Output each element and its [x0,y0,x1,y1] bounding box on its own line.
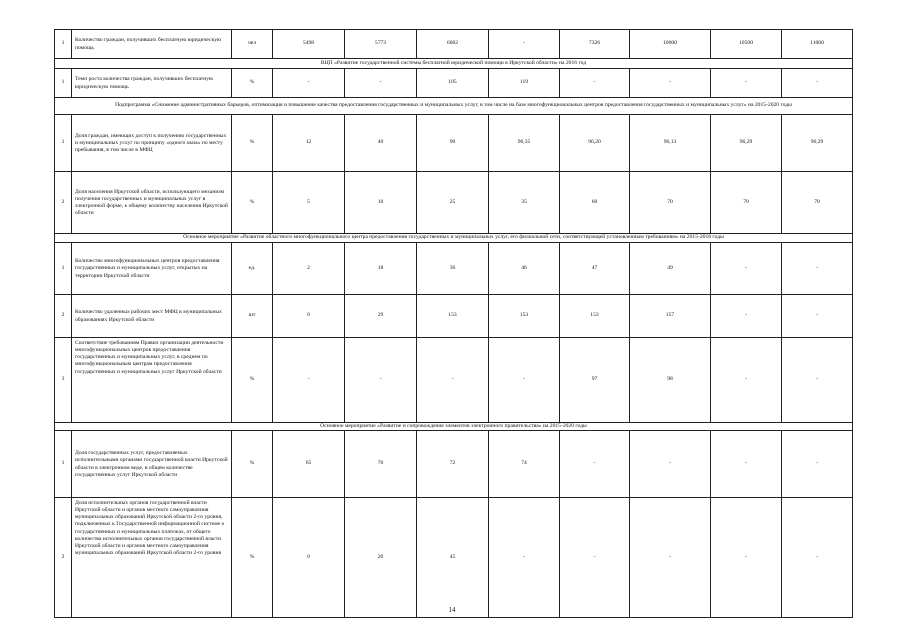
unit-cell: ед. [232,243,273,295]
unit-cell: % [232,115,273,172]
row-number: 1 [55,69,72,98]
indicator-name: Количество граждан, получивших бесплатную юридическую помощь [72,30,232,59]
value-cell: - [782,69,853,98]
value-cell: - [711,69,782,98]
page-number: 14 [448,606,456,614]
value-cell: 60 [560,172,630,234]
value-cell: 153 [489,295,560,338]
value-cell: 74 [489,431,560,498]
value-cell: - [711,431,782,498]
value-cell: 98 [630,338,711,423]
value-cell: 6062 [417,30,489,59]
value-cell: - [560,431,630,498]
value-cell: 18 [345,243,417,295]
value-cell: - [782,295,853,338]
value-cell: - [782,498,853,618]
value-cell: - [345,338,417,423]
value-cell: - [782,431,853,498]
value-cell: 35 [489,172,560,234]
row-number: 1 [55,243,72,295]
value-cell: 0 [273,498,345,618]
value-cell: 70 [711,172,782,234]
value-cell: - [489,338,560,423]
value-cell: 11000 [782,30,853,59]
row-number: 2 [55,295,72,338]
row-number: 1 [55,115,72,172]
indicator-name: Доля государственных услуг, предоставляемых исполнительными органами государственной власти Иркутской области в электронном виде, в общем количестве государственных услуг Иркутской области [72,431,232,498]
value-cell: - [273,338,345,423]
section-header: Подпрограмма «Снижение административных барьеров, оптимизация и повышение качества предоставления государственных и муниципальных услуг, в том числе на базе многофункциональных центров предоставления государственных и муниципальных услуг» на 2015-2020 годы [55,98,853,115]
value-cell: 72 [417,431,489,498]
indicator-name: Количество многофункциональных центров предоставления государственных и муниципальных услуг, открытых на территории Иркутской области [72,243,232,295]
value-cell: - [345,69,417,98]
row-number: 2 [55,172,72,234]
indicator-name: Количество удаленных рабочих мест МФЦ в муниципальных образованиях Иркутской области [72,295,232,338]
unit-cell: шт [232,295,273,338]
indicator-name: Соответствие требованиям Правил организации деятельности многофункциональных центров предоставления государственных и муниципальных услуг, в среднем по многофункциональным центрам предоставления государственных и муниципальных услуг Иркутской области [72,338,232,423]
value-cell: 45 [417,498,489,618]
value-cell: 96,13 [630,115,711,172]
indicator-name: Доля исполнительных органов государственной власти Иркутской области и органов местного самоуправления муниципальных образований Иркутской области 2-го уровня, подключенных к Государственной информационной системе о государственных и муниципальных платежах, от общего количества исполнительных органов государственной власти Иркутской области и органов местного самоуправления муниципальных образований Иркутской области 2-го уровня [72,498,232,618]
value-cell: 20 [345,498,417,618]
row-number: 3 [55,338,72,423]
unit-cell: % [232,498,273,618]
value-cell: 40 [345,115,417,172]
value-cell: 0 [273,295,345,338]
value-cell: 96,35 [489,115,560,172]
value-cell: 70 [345,431,417,498]
row-number: 1 [55,431,72,498]
section-header: ВЦП «Развитие государственной системы бесплатной юридической помощи в Иркутской области» на 2016 год [55,59,853,69]
unit-cell: % [232,338,273,423]
value-cell: 70 [782,172,853,234]
value-cell: - [560,498,630,618]
value-cell: 49 [630,243,711,295]
row-number: 2 [55,498,72,618]
value-cell: 65 [273,431,345,498]
value-cell: 10000 [630,30,711,59]
indicators-table [54,29,853,618]
value-cell: - [782,243,853,295]
value-cell: 36 [417,243,489,295]
value-cell: 153 [560,295,630,338]
value-cell: - [630,498,711,618]
unit-cell: % [232,172,273,234]
value-cell: 47 [560,243,630,295]
value-cell: - [417,338,489,423]
value-cell: - [711,498,782,618]
value-cell: 96,29 [711,115,782,172]
value-cell: 46 [489,243,560,295]
value-cell: - [782,338,853,423]
unit-cell: % [232,431,273,498]
value-cell: - [711,243,782,295]
indicator-name: Темп роста количества граждан, получивших бесплатную юридическую помощь [72,69,232,98]
value-cell: - [711,338,782,423]
value-cell: 157 [630,295,711,338]
value-cell: 12 [273,115,345,172]
value-cell: 25 [417,172,489,234]
value-cell: - [273,69,345,98]
indicator-name: Доля населения Иркутской области, использующего механизм получения государственных и муниципальных услуг в электронной форме, к общему количеству населения Иркутской области [72,172,232,234]
value-cell: 96,20 [560,115,630,172]
value-cell: - [711,295,782,338]
value-cell: - [560,69,630,98]
value-cell: - [489,30,560,59]
value-cell: 2 [273,243,345,295]
row-number: 1 [55,30,72,59]
value-cell: 119 [489,69,560,98]
value-cell: 97 [560,338,630,423]
value-cell: 96,29 [782,115,853,172]
value-cell: - [630,431,711,498]
value-cell: 90 [417,115,489,172]
value-cell: 70 [630,172,711,234]
value-cell: - [630,69,711,98]
section-header: Основное мероприятие «Развитие областного многофункционального центра предоставления государственных и муниципальных услуг, его филиальной сети, соответствующей установленным требованиям» на 2015-2018 годы [55,234,853,243]
value-cell: 10500 [711,30,782,59]
unit-cell: чел [232,30,273,59]
value-cell: 29 [345,295,417,338]
indicator-name: Доля граждан, имеющих доступ к получению государственных и муниципальных услуг по принципу «одного окна» по месту пребывания, в том числе в МФЦ [72,115,232,172]
value-cell: 5498 [273,30,345,59]
section-header: Основное мероприятие «Развитие и сопровождение элементов электронного правительства» на 2015-2020 годы [55,423,853,431]
unit-cell: % [232,69,273,98]
value-cell: 5 [273,172,345,234]
value-cell: 7326 [560,30,630,59]
value-cell: - [489,498,560,618]
value-cell: 105 [417,69,489,98]
value-cell: 10 [345,172,417,234]
value-cell: 153 [417,295,489,338]
value-cell: 5773 [345,30,417,59]
